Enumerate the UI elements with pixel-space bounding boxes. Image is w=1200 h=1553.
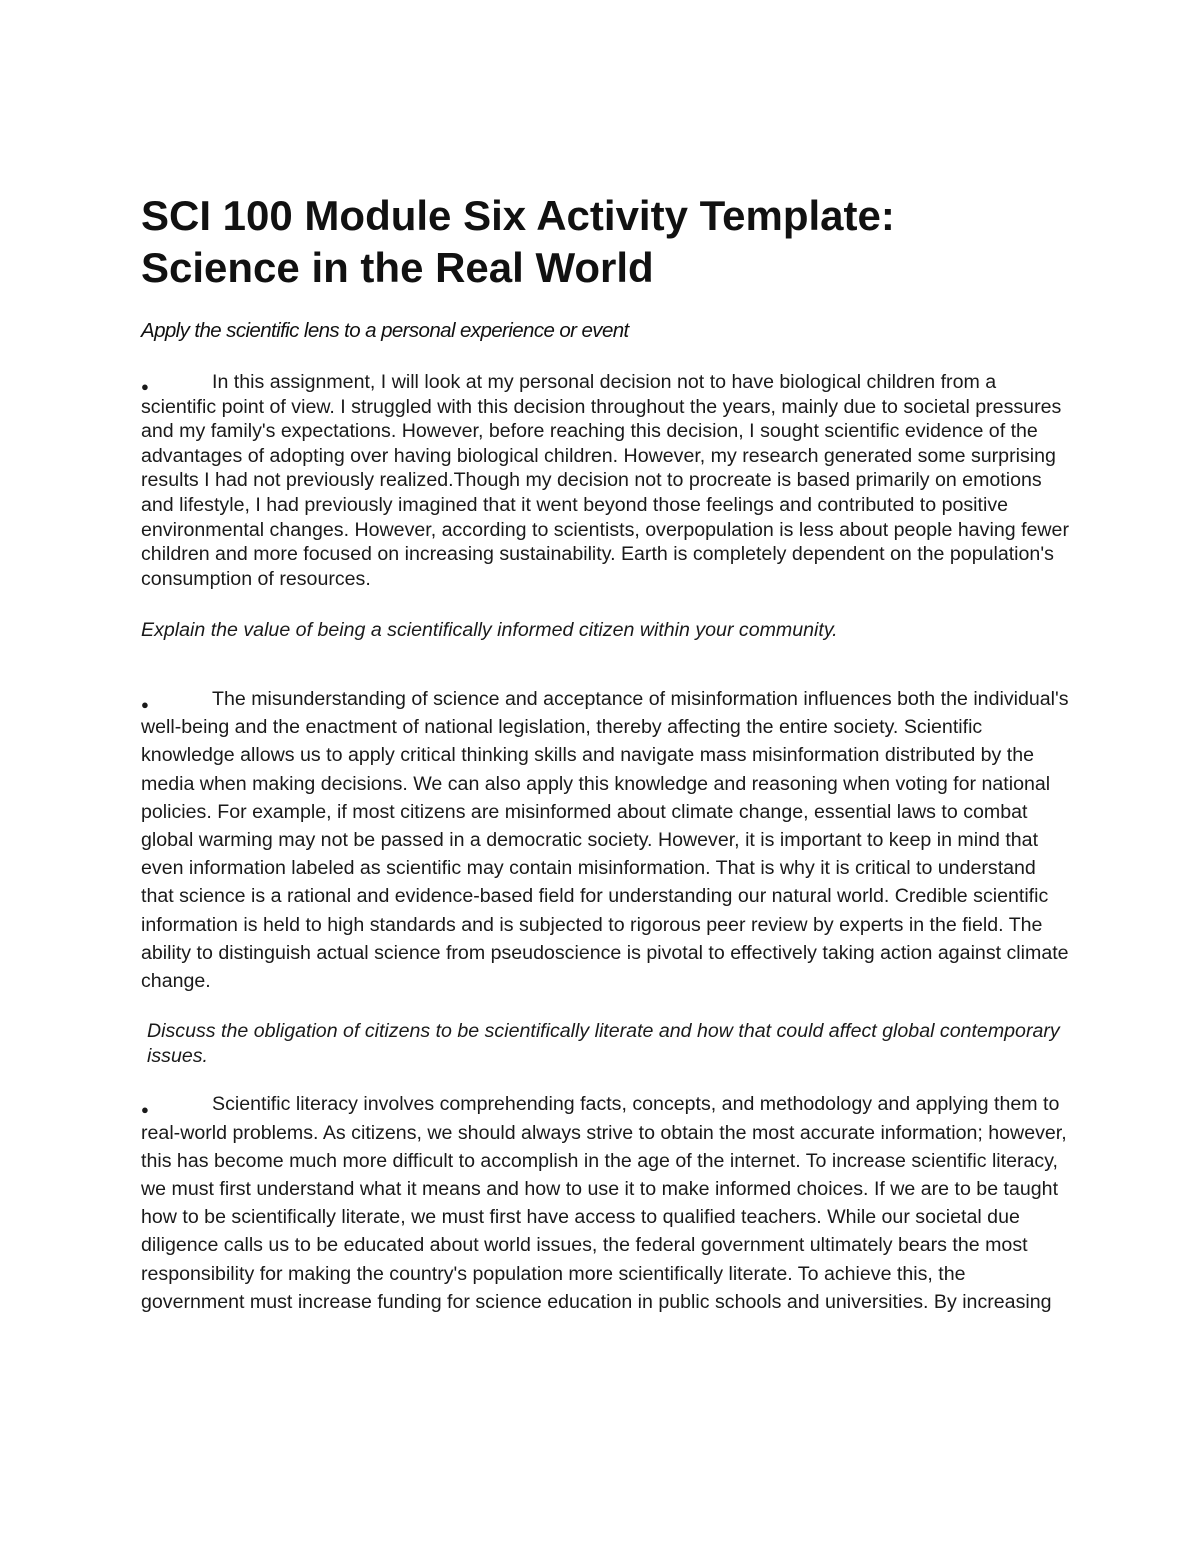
section-3-heading: Discuss the obligation of citizens to be scientifically literate and how that could affect global contemporary issues. — [147, 1020, 1060, 1067]
bullet-icon: ● — [141, 696, 149, 712]
section-1-heading: Apply the scientific lens to a personal experience or event — [141, 319, 629, 342]
section-1-paragraph — [141, 370, 1071, 591]
title-line-1: SCI 100 Module Six Activity Template: — [141, 192, 895, 239]
section-1-text: In this assignment, I will look at my personal decision not to have biological children from a scientific point of view. I struggled with this decision throughout the years, mainly due to societal pressures and my family's expectations. However, before reaching this decision, I sought scientific evidence of the advantages of adopting over having biological children. However, my research generated some surprising results I had not previously realized.Though my decision not to procreate is based primarily on emotions and lifestyle, I had previously imagined that it went beyond those feelings and contributed to positive environmental changes. However, according to scientists, overpopulation is less about people having fewer children and more focused on increasing sustainability. Earth is completely dependent on the population's consumption of resources. — [141, 371, 1069, 590]
section-2-paragraph — [141, 685, 1071, 995]
section-2-text: The misunderstanding of science and acceptance of misinformation influences both the individual's well-being and the enactment of national legislation, thereby affecting the entire society. Scientific knowledge allows us to apply critical thinking skills and navigate mass misinformation distributed by the media when making decisions. We can also apply this knowledge and reasoning when voting for national policies. For example, if most citizens are misinformed about climate change, essential laws to combat global warming may not be passed in a democratic society. However, it is important to keep in mind that even information labeled as scientific may contain misinformation. That is why it is critical to understand that science is a rational and evidence-based field for understanding our natural world. Credible scientific information is held to high standards and is subjected to rigorous peer review by experts in the field. The ability to distinguish actual science from pseudoscience is pivotal to effectively taking action against climate change. — [141, 687, 1069, 992]
section-3-text: Scientific literacy involves comprehending facts, concepts, and methodology and applying them to real-world problems. As citizens, we should always strive to obtain the most accurate information; however, this has become much more difficult to accomplish in the age of the internet. To increase scientific literacy, we must first understand what it means and how to use it to make informed choices. If we are to be taught how to be scientifically literate, we must first have access to qualified teachers. While our societal due diligence calls us to be educated about world issues, the federal government ultimately bears the most responsibility for making the country's population more scientifically literate. To achieve this, the government must increase funding for science education in public schools and universities. By increasing — [141, 1093, 1067, 1313]
bullet-icon: ● — [141, 379, 149, 394]
title-line-2: Science in the Real World — [141, 244, 654, 291]
section-3-paragraph — [141, 1090, 1071, 1316]
document-title — [141, 190, 1071, 294]
bullet-icon: ● — [141, 1102, 149, 1118]
section-2-heading: Explain the value of being a scientifically informed citizen within your community. — [141, 619, 838, 642]
document-page — [141, 190, 1071, 1316]
